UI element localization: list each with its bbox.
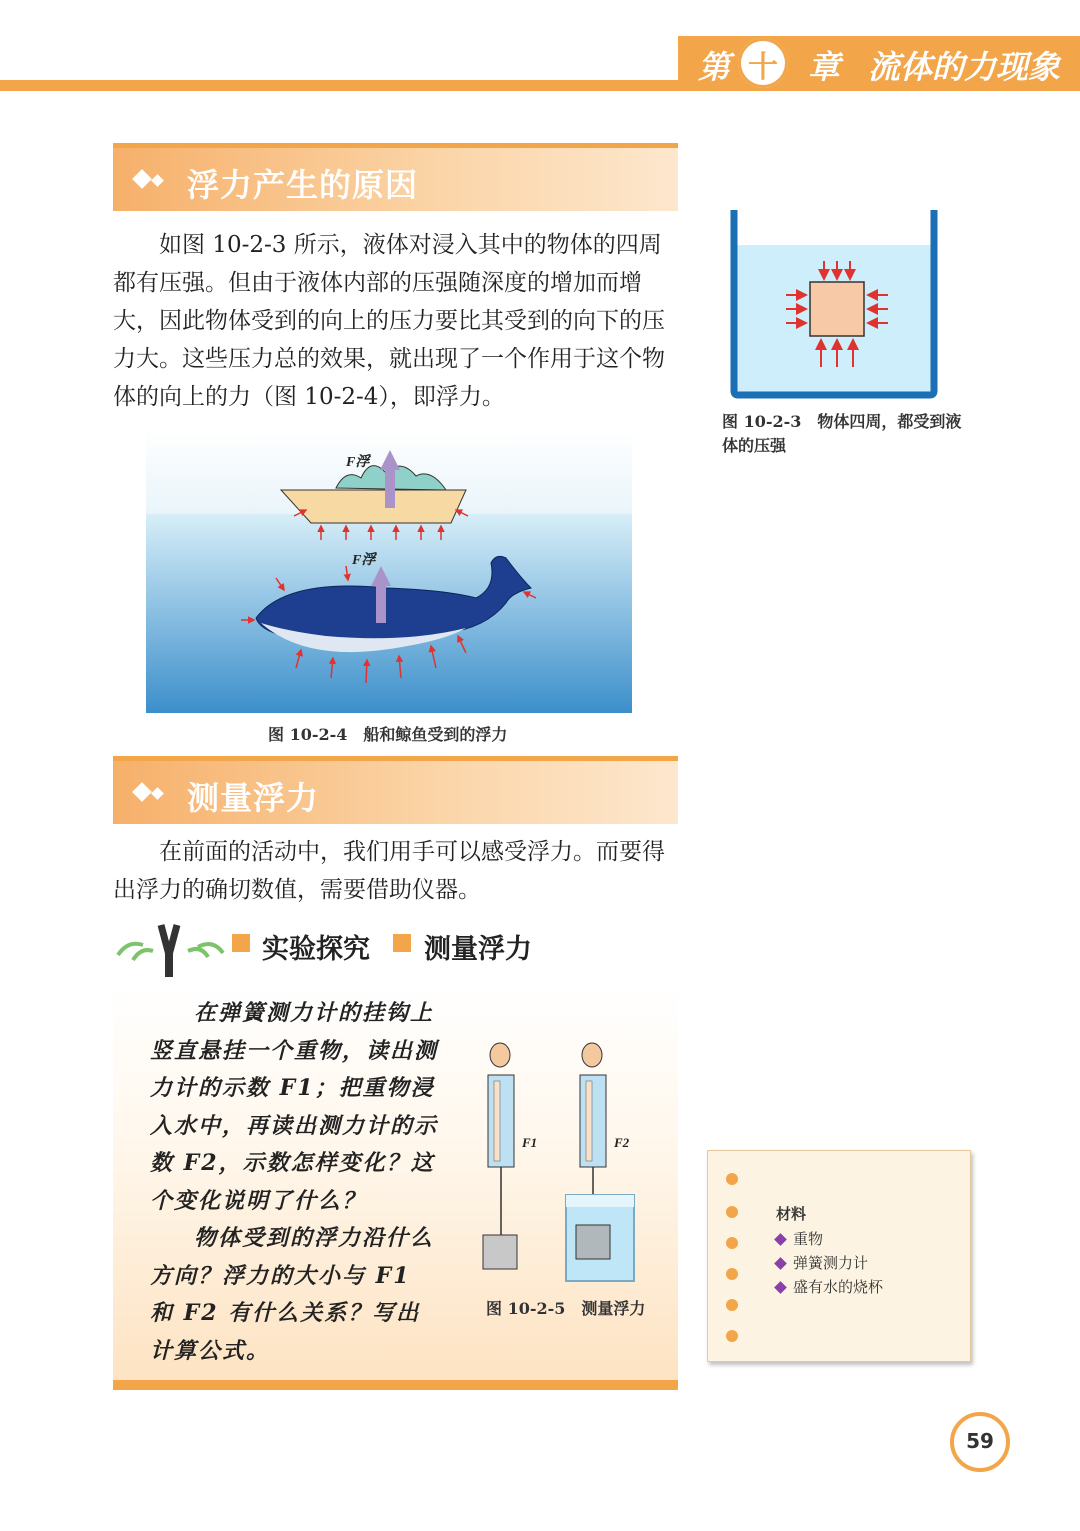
- chapter-header: [678, 36, 1080, 91]
- tag-measure: 测量浮力: [424, 934, 532, 965]
- experiment-text: [150, 995, 442, 1370]
- caption-fig-10-2-5: 图 10-2-5 测量浮力: [486, 1299, 646, 1318]
- materials-heading: 材料: [776, 1205, 807, 1223]
- diamond-small-icon: [151, 787, 164, 800]
- bullet-diamond-icon: [774, 1257, 787, 1270]
- diamond-small-icon: [151, 174, 164, 187]
- materials-note-card: [707, 1150, 971, 1362]
- label-f1: F1: [522, 1135, 538, 1150]
- materials-item: 盛有水的烧杯: [776, 1276, 883, 1297]
- section-heading-buoyancy-cause: 浮力产生的原因: [113, 143, 678, 211]
- whale-force-label: F浮: [352, 553, 376, 568]
- figure-pressure-container: [720, 205, 950, 400]
- materials-item: 弹簧测力计: [776, 1252, 868, 1273]
- bullet-diamond-icon: [774, 1233, 787, 1246]
- chapter-number-badge: 十: [738, 38, 788, 88]
- figure-ship-whale-buoyancy: [146, 428, 632, 713]
- tag-square-icon: [393, 934, 411, 952]
- chapter-prefix: 第: [698, 48, 731, 86]
- figure-spring-scale: [470, 1035, 650, 1290]
- tag-experiment: 实验探究: [262, 934, 370, 965]
- materials-item: 重物: [776, 1228, 823, 1249]
- experiment-para-2: 物体受到的浮力沿什么方向？浮力的大小与 F1 和 F2 有什么关系？写出计算公式。: [150, 1225, 435, 1364]
- caption-fig-10-2-3: 图 10-2-3 物体四周，都受到液体的压强: [722, 412, 962, 455]
- section1-text: 如图 10-2-3 所示，液体对浸入其中的物体的四周都有压强。但由于液体内部的压强随深度的增加而增大，因此物体受到的向上的压力要比其受到的向下的压力大。这些压力总的效果，就出现了一个作用于这个物体的向上的力（图 10-2-4），即浮力。: [113, 232, 665, 410]
- tag-square-icon: [232, 934, 250, 952]
- tuning-fork-icon: [113, 915, 233, 980]
- chapter-suffix: 章: [808, 48, 841, 86]
- chapter-title: 流体的力现象: [868, 48, 1061, 86]
- section-heading-measure-buoyancy: 测量浮力: [113, 756, 678, 824]
- caption-fig-10-2-4: 图 10-2-4 船和鲸鱼受到的浮力: [268, 725, 508, 744]
- ship-force-label: F浮: [346, 455, 370, 470]
- label-f2: F2: [614, 1135, 630, 1150]
- experiment-panel-rule: [113, 1380, 678, 1390]
- diamond-icon: [132, 169, 152, 189]
- diamond-icon: [132, 782, 152, 802]
- page-number-badge: 59: [950, 1412, 1010, 1472]
- bullet-diamond-icon: [774, 1281, 787, 1294]
- experiment-para-1: 在弹簧测力计的挂钩上竖直悬挂一个重物，读出测力计的示数 F1；把重物浸入水中，再读出测力计的示数 F2，示数怎样变化？这个变化说明了什么？: [150, 1000, 439, 1214]
- submerged-block: [810, 282, 864, 336]
- section2-text: 在前面的活动中，我们用手可以感受浮力。而要得出浮力的确切数值，需要借助仪器。: [113, 839, 665, 903]
